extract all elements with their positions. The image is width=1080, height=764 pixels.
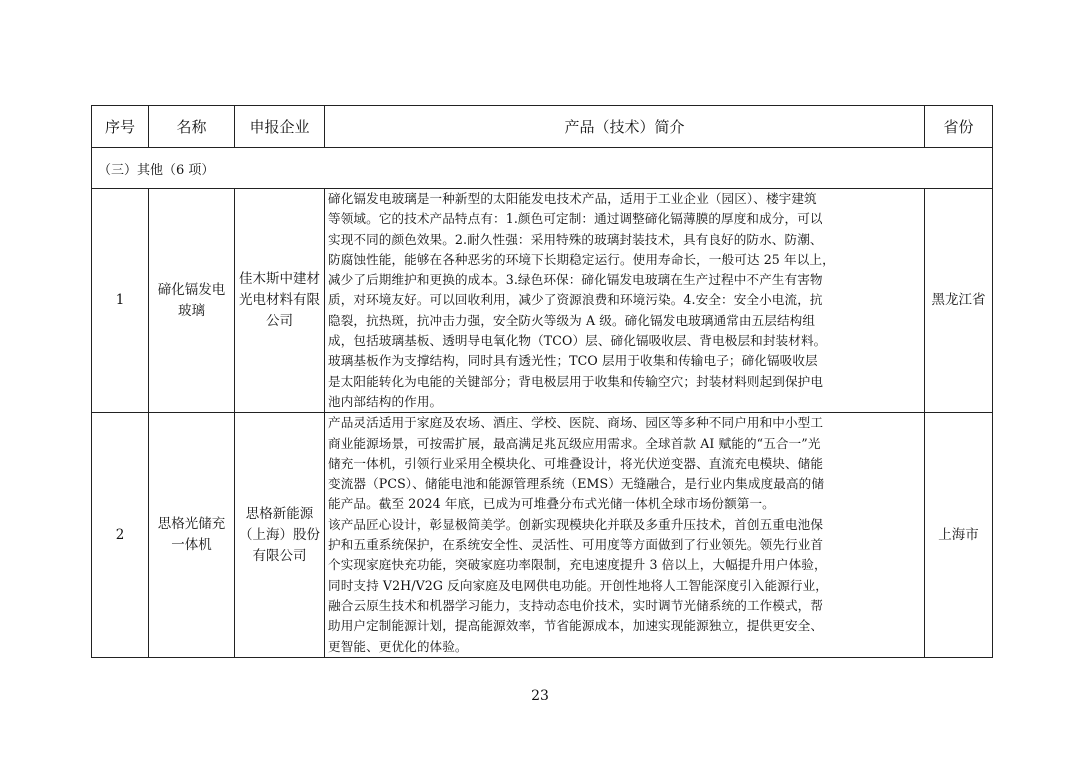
description-line: 实现不同的颜色效果。2.耐久性强：采用特殊的玻璃封装技术，具有良好的防水、防潮、 bbox=[328, 231, 823, 247]
description-line: 储充一体机，引领行业采用全模块化、可堆叠设计，将光伏逆变器、直流充电模块、储能 bbox=[328, 455, 824, 471]
table-header-row bbox=[92, 106, 993, 148]
description-line: 更智能、更优化的体验。 bbox=[328, 638, 468, 654]
row-index: 2 bbox=[92, 413, 149, 658]
description-line: 防腐蚀性能，能够在各种恶劣的环境下长期稳定运行。使用寿命长，一般可达 25 年以上， bbox=[328, 251, 835, 267]
description-line: 助用户定制能源计划，提高能源效率，节省能源成本，加速实现能源独立，提供更安全、 bbox=[328, 618, 824, 634]
row-company bbox=[235, 189, 325, 413]
header-province: 省份 bbox=[925, 106, 993, 148]
row-name-text: 碲化镉发电玻璃 bbox=[157, 281, 226, 319]
section-row bbox=[92, 148, 993, 189]
description-line: 是太阳能转化为电能的关键部分；背电极层用于收集和传输空穴；封装材料则起到保护电 bbox=[328, 373, 824, 389]
page-number: 23 bbox=[531, 688, 549, 704]
table-row bbox=[92, 189, 993, 413]
row-company-text: 思格新能源（上海）股份有限公司 bbox=[239, 505, 320, 564]
row-province: 黑龙江省 bbox=[925, 189, 993, 413]
row-description bbox=[325, 189, 925, 413]
header-company: 申报企业 bbox=[235, 106, 325, 148]
header-description: 产品（技术）简介 bbox=[325, 106, 925, 148]
description-line: 融合云原生技术和机器学习能力，支持动态电价技术，实时调节光储系统的工作模式，帮 bbox=[328, 597, 824, 613]
description-line: 变流器（PCS）、储能电池和能源管理系统（EMS）无缝融合，是行业内集成度最高的储 bbox=[328, 476, 825, 492]
description-line: 质，对环境友好。可以回收利用，减少了资源浪费和环境污染。4.安全：安全小电流，抗 bbox=[328, 292, 823, 308]
description-line: 产品灵活适用于家庭及农场、酒庄、学校、医院、商场、园区等多种不同户用和中小型工 bbox=[328, 415, 824, 431]
table-row bbox=[92, 413, 993, 658]
description-line: 减少了后期维护和更换的成本。3.绿色环保：碲化镉发电玻璃在生产过程中不产生有害物 bbox=[328, 272, 823, 288]
row-company bbox=[235, 413, 325, 658]
catalog-table bbox=[91, 105, 993, 658]
row-description bbox=[325, 413, 925, 658]
row-name bbox=[149, 413, 235, 658]
description-line: 等领域。它的技术产品特点有：1.颜色可定制：通过调整碲化镉薄膜的厚度和成分，可以 bbox=[328, 211, 823, 227]
header-name: 名称 bbox=[149, 106, 235, 148]
row-name-text: 思格光储充一体机 bbox=[157, 516, 226, 554]
description-line: 隐裂，抗热斑，抗冲击力强，安全防火等级为 A 级。碲化镉发电玻璃通常由五层结构组 bbox=[328, 312, 816, 328]
description-line: 能产品。截至 2024 年底，已成为可堆叠分布式光储一体机全球市场份额第一。 bbox=[328, 496, 775, 512]
row-index: 1 bbox=[92, 189, 149, 413]
description-line: 商业能源场景，可按需扩展，最高满足兆瓦级应用需求。全球首款 AI 赋能的“五合一”光 bbox=[328, 435, 821, 451]
description-line: 玻璃基板作为支撑结构，同时具有透光性；TCO 层用于收集和传输电子；碲化镉吸收层 bbox=[328, 353, 818, 369]
description-line: 该产品匠心设计，彰显极简美学。创新实现模块化并联及多重升压技术，首创五重电池保 bbox=[328, 516, 824, 532]
description-line: 护和五重系统保护，在系统安全性、灵活性、可用度等方面做到了行业领先。领先行业首 bbox=[328, 537, 824, 553]
row-name bbox=[149, 189, 235, 413]
section-label: （三）其他（6 项） bbox=[92, 148, 993, 189]
description-line: 成，包括玻璃基板、透明导电氧化物（TCO）层、碲化镉吸收层、背电极层和封装材料。 bbox=[328, 333, 827, 349]
description-line: 碲化镉发电玻璃是一种新型的太阳能发电技术产品，适用于工业企业（园区）、楼宇建筑 bbox=[328, 191, 817, 206]
header-index: 序号 bbox=[92, 106, 149, 148]
row-company-text: 佳木斯中建材光电材料有限公司 bbox=[239, 271, 320, 330]
description-line: 同时支持 V2H/V2G 反向家庭及电网供电功能。开创性地将人工智能深度引入能源行业， bbox=[328, 577, 828, 593]
row-province: 上海市 bbox=[925, 413, 993, 658]
description-line: 池内部结构的作用。 bbox=[328, 393, 443, 409]
description-line: 个实现家庭快充功能，突破家庭功率限制，充电速度提升 3 倍以上，大幅提升用户体验， bbox=[328, 557, 827, 573]
